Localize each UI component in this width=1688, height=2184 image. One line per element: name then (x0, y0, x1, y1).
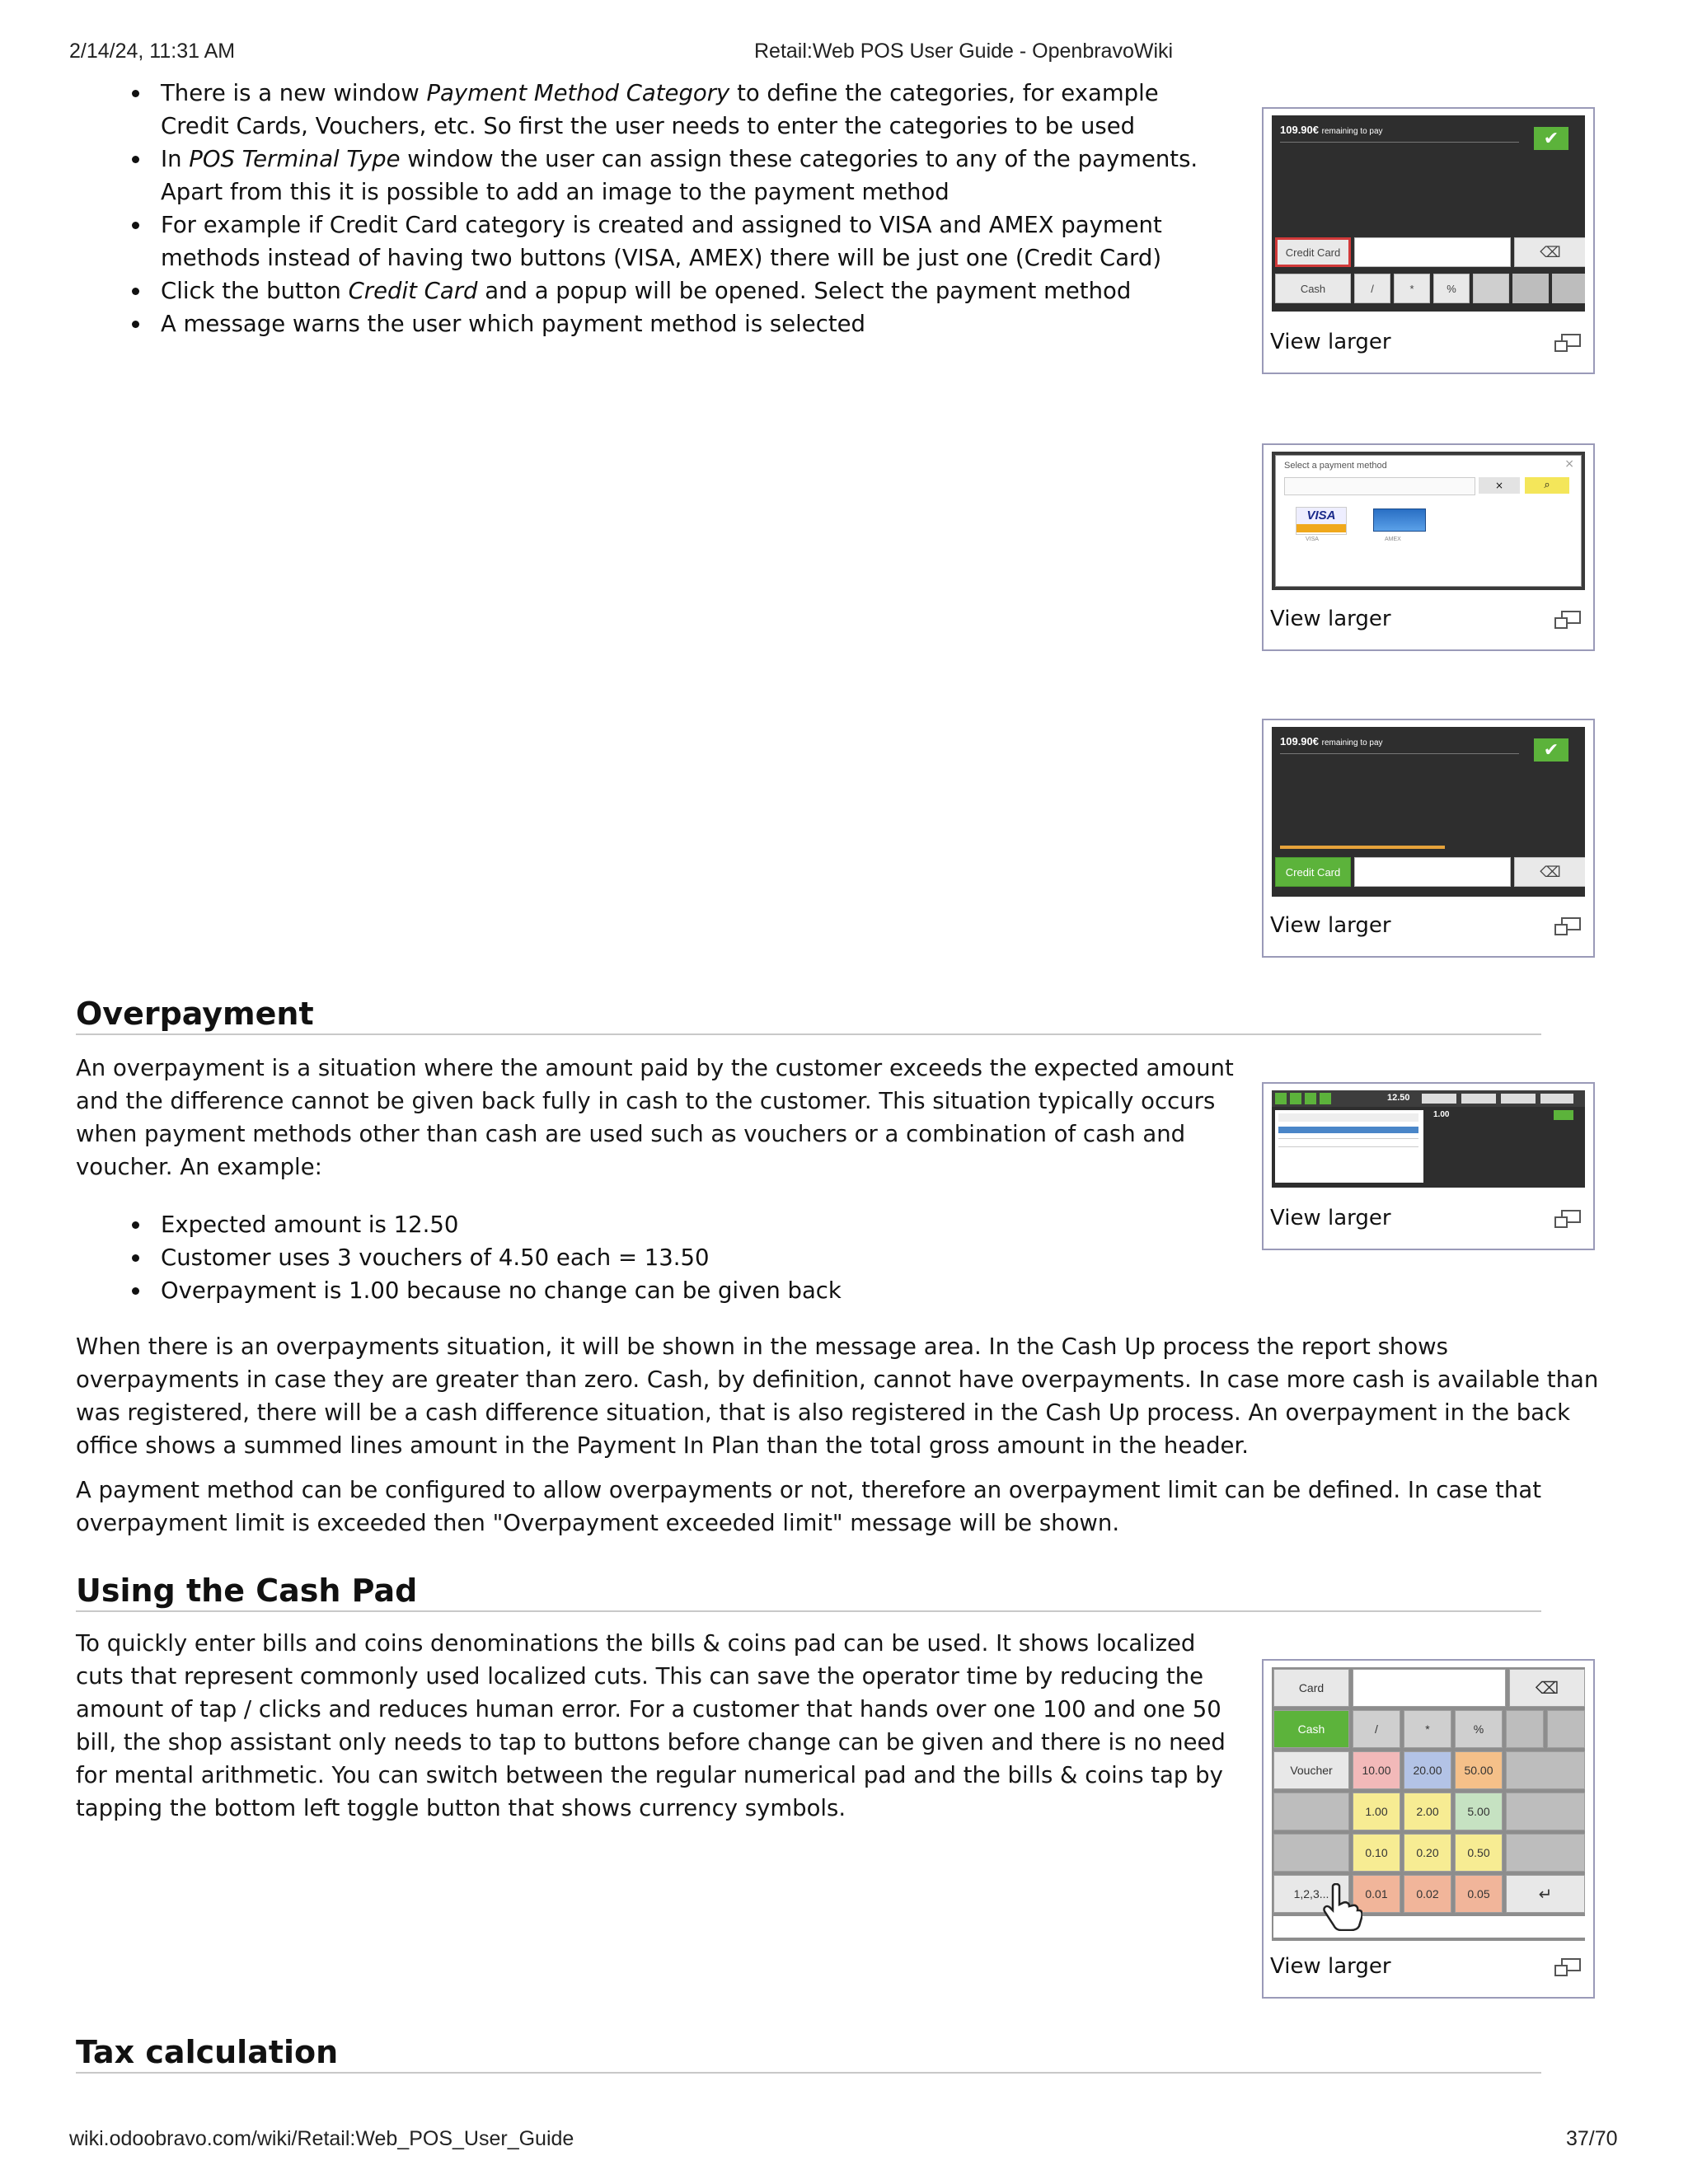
list-item: Expected amount is 12.50 (78, 1208, 1232, 1241)
overpayment-example-list (78, 1208, 1232, 1307)
visa-card-icon: VISA (1296, 507, 1347, 535)
thumbnail-payment-selected[interactable] (1262, 719, 1595, 958)
check-icon: ✔ (1534, 127, 1568, 150)
print-page-title: Retail:Web POS User Guide - OpenbravoWiki (754, 40, 1174, 63)
list-item: In POS Terminal Type window the user can assign these categories to any of the payments. Apart from this it is possible to add an image to the payment method (78, 143, 1232, 209)
overpayment-details: When there is an overpayments situation, it will be shown in the message area. In the Cash Up process the report shows overpayments in case they are greater than zero. Cash, by definition, cannot have overpayments. In case more cash is available than was registered, there will be a cash difference situation, that is also registered in the Cash Up process. An overpayment in the back office shows a summed lines amount in the Payment In Plan than the total gross amount in the header. A payment method can be configured to allow overpayments or not, therefore an overpayment limit can be defined. In case that overpayment limit is exceeded then "Overpayment exceeded limit" message will be shown. (76, 1333, 1599, 1536)
screenshot-payment-selected: 109.90€ remaining to pay ✔ Credit Card ⌫ (1272, 727, 1585, 897)
voucher-key: Voucher (1273, 1751, 1349, 1789)
coin-020-key: 0.20 (1404, 1834, 1451, 1872)
intro-bullet-list (78, 77, 1232, 340)
percent-key: % (1433, 274, 1470, 303)
clear-icon: × (1479, 477, 1520, 494)
card-key: Card (1273, 1669, 1349, 1707)
backspace-icon: ⌫ (1514, 857, 1585, 887)
list-item: A message warns the user which payment method is selected (78, 307, 1232, 340)
section-divider (76, 1610, 1541, 1612)
cash-button: Cash (1275, 274, 1351, 303)
blank-key (1273, 1793, 1349, 1830)
section-divider (76, 1033, 1541, 1035)
print-datetime: 2/14/24, 11:31 AM (69, 40, 236, 63)
amount-field (1353, 1669, 1506, 1707)
section-heading-cash-pad: Using the Cash Pad (76, 1572, 418, 1609)
message-warning (1280, 846, 1445, 849)
blank-key (1506, 1834, 1585, 1872)
close-icon: × (1564, 457, 1574, 471)
search-input (1284, 477, 1475, 495)
screenshot-payment-popup (1272, 452, 1585, 590)
coin-2-key: 2.00 (1404, 1793, 1451, 1830)
hand-pointer-icon (1321, 1883, 1362, 1931)
blank-key (1506, 1710, 1544, 1748)
amount-field (1354, 237, 1511, 267)
divide-key: / (1353, 1710, 1400, 1748)
bill-5-key: 5.00 (1455, 1793, 1503, 1830)
check-icon: ✔ (1534, 738, 1568, 762)
overpayment-intro: An overpayment is a situation where the amount paid by the customer exceeds the expected amount and the difference cannot be given back fully in cash to the customer. This situation typically occurs when payment methods other than cash are used such as vouchers or a combination of cash and voucher. An example: (76, 1055, 1234, 1180)
coin-005-key: 0.05 (1455, 1875, 1503, 1913)
screenshot-payment-screen: 109.90€ remaining to pay ✔ Credit Card ⌫ Cash / * % (1272, 115, 1585, 312)
search-icon: ⌕ (1525, 477, 1569, 494)
percent-key: % (1455, 1710, 1503, 1748)
cash-pad-description: To quickly enter bills and coins denominations the bills & coins pad can be used. It shows localized cuts that represent commonly used localized cuts. This can save the operator time by reducing the amount of tap / clicks and reduces human error. For a customer that hands over one 100 and one 50 bill, the shop assistant only needs to tap to buttons before change can be given and there is no need for mental arithmetic. You can switch between the regular numerical pad and the bills & coins tap by tapping the bottom left toggle button that shows currency symbols. (76, 1630, 1226, 1821)
print-page-number: 37/70 (1566, 2127, 1618, 2150)
card-label: VISA (1306, 537, 1319, 542)
list-item: Customer uses 3 vouchers of 4.50 each = 13.50 (78, 1241, 1232, 1274)
coin-010-key: 0.10 (1353, 1834, 1400, 1872)
blank-key (1473, 274, 1509, 303)
view-larger-link[interactable]: View larger (1270, 913, 1391, 938)
enter-key: ↵ (1506, 1875, 1585, 1913)
coin-001-key: 0.01 (1353, 1875, 1400, 1913)
card-label: AMEX (1385, 537, 1401, 542)
coin-002-key: 0.02 (1404, 1875, 1451, 1913)
amex-card-icon (1373, 509, 1426, 532)
backspace-icon: ⌫ (1514, 237, 1585, 267)
list-item: For example if Credit Card category is created and assigned to VISA and AMEX payment methods instead of having two buttons (VISA, AMEX) there will be just one (Credit Card) (78, 209, 1232, 274)
total-amount: 12.50 (1387, 1093, 1410, 1103)
paid-amount: 1.00 (1433, 1110, 1450, 1119)
blank-key (1552, 274, 1585, 303)
view-larger-link[interactable]: View larger (1270, 1206, 1391, 1230)
bill-50-key: 50.00 (1455, 1751, 1503, 1789)
bill-10-key: 10.00 (1353, 1751, 1400, 1789)
blank-key (1506, 1793, 1585, 1830)
thumbnail-credit-card-payment[interactable] (1262, 107, 1595, 374)
credit-card-button: Credit Card (1275, 237, 1351, 267)
blank-key (1512, 274, 1549, 303)
screenshot-overpayment (1272, 1090, 1585, 1188)
thumbnail-overpayment[interactable] (1262, 1082, 1595, 1250)
view-larger-link[interactable]: View larger (1270, 607, 1391, 631)
list-item: Overpayment is 1.00 because no change can be given back (78, 1274, 1232, 1307)
popup-title: Select a payment method (1284, 461, 1387, 471)
done-button (1554, 1110, 1573, 1120)
blank-key (1273, 1834, 1349, 1872)
view-larger-link[interactable]: View larger (1270, 1954, 1391, 1979)
backspace-icon: ⌫ (1509, 1669, 1585, 1707)
credit-card-button: Credit Card (1275, 857, 1351, 887)
multiply-key: * (1404, 1710, 1451, 1748)
view-larger-link[interactable]: View larger (1270, 330, 1391, 354)
enlarge-icon[interactable] (1554, 333, 1582, 353)
blank-key (1506, 1751, 1585, 1789)
enlarge-icon[interactable] (1554, 610, 1582, 630)
section-heading-tax-calculation: Tax calculation (76, 2034, 339, 2070)
multiply-key: * (1394, 274, 1430, 303)
thumbnail-cash-pad[interactable] (1262, 1659, 1595, 1999)
cash-key: Cash (1273, 1710, 1349, 1748)
bill-20-key: 20.00 (1404, 1751, 1451, 1789)
amount-field (1354, 857, 1511, 887)
list-item: Click the button Credit Card and a popup will be opened. Select the payment method (78, 274, 1232, 307)
enlarge-icon[interactable] (1554, 916, 1582, 936)
thumbnail-select-payment-method[interactable] (1262, 443, 1595, 651)
blank-key (1547, 1710, 1585, 1748)
list-item: There is a new window Payment Method Category to define the categories, for example Credit Cards, Vouchers, etc. So first the user needs to enter the categories to be used (78, 77, 1232, 143)
coin-050-key: 0.50 (1455, 1834, 1503, 1872)
print-url: wiki.odoobravo.com/wiki/Retail:Web_POS_User_Guide (69, 2127, 574, 2150)
section-heading-overpayment: Overpayment (76, 996, 314, 1032)
toggle-pad-key: 1,2,3... (1273, 1875, 1349, 1913)
coin-1-key: 1.00 (1353, 1793, 1400, 1830)
divide-key: / (1354, 274, 1390, 303)
enlarge-icon[interactable] (1554, 1209, 1582, 1229)
screenshot-cash-pad (1272, 1667, 1585, 1941)
section-divider (76, 2072, 1541, 2074)
enlarge-icon[interactable] (1554, 1957, 1582, 1977)
